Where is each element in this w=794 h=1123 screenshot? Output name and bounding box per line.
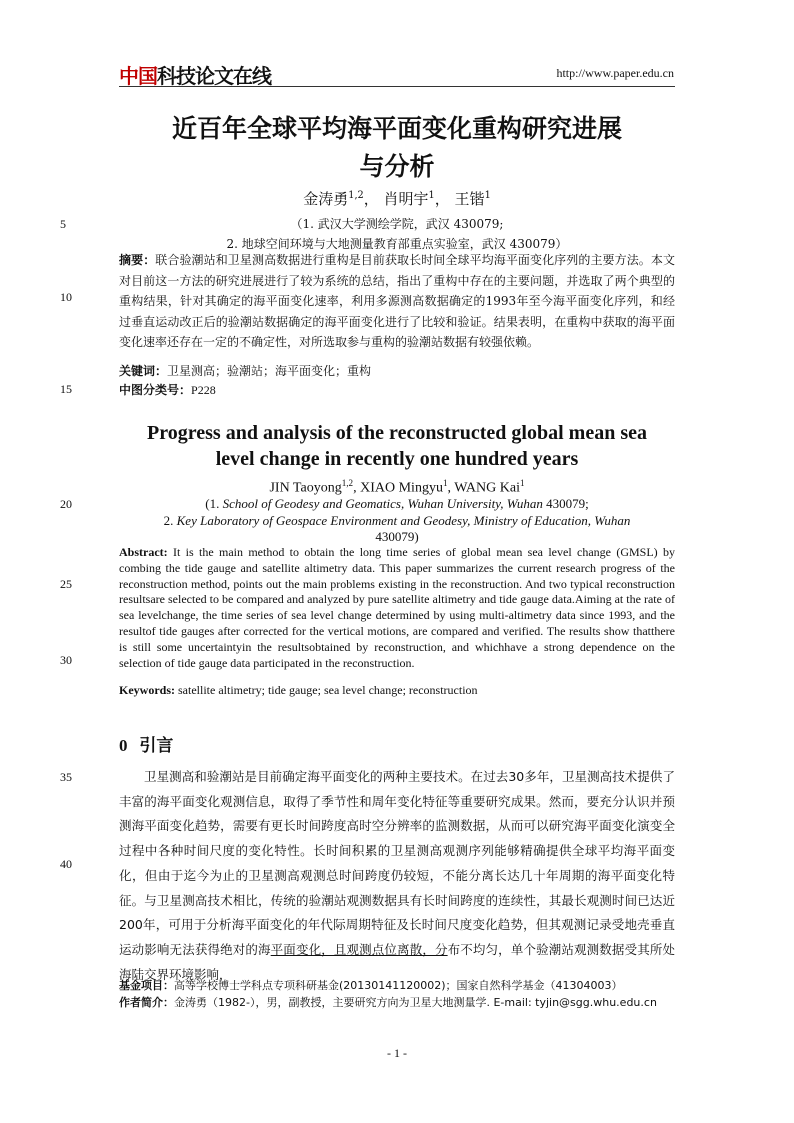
abstract-cn: 摘要：联合验潮站和卫星测高数据进行重构是目前获取长时间全球平均海平面变化序列的主要方法。本文对目前这一方法的研究进展进行了较为系统的总结，指出了重构中存在的主要问题，并选取了两个典型的重构结果，针对其确定的海平面变化速率，利用多源测高数据确定的1993年至今海平面变化序列，和经过垂直运动改正后的验潮站数据确定的海平面变化进行了比较和验证。结果表明，在重构中获取的海平面变化速率还存在一定的不确定性，对所选取参与重构的验潮站数据有较强依赖。 [119,253,675,349]
abstract-en [119,545,675,671]
keywords-cn: 关键词：卫星测高；验潮站；海平面变化；重构 [119,364,372,378]
line-number: 30 [60,653,72,667]
affiliation-cn-1: （1. 武汉大学测绘学院，武汉 430079; [290,217,504,231]
site-logo: 中国科技论文在线 [119,64,271,88]
abstract-cn-text: 联合验潮站和卫星测高数据进行重构是目前获取长时间全球平均海平面变化序列的主要方法。本文对目前这一方法的研究进展进行了较为系统的总结，指出了重构中存在的主要问题，并选取了两个典型的重构结果，针对其确定的海平面变化速率，利用多源测高数据确定的1993年至今海平面变化序列，和经过垂直运动改正后的验潮站数据确定的海平面变化进行了比较和验证。结果表明，在重构中获取的海平面变化速率还存在一定的不确定性，对所选取参与重构的验潮站数据有较强依赖。 [119,253,675,349]
title-en-line1: Progress and analysis of the reconstructed global mean sea [147,422,647,444]
keywords-en: Keywords: satellite altimetry; tide gauge; sea level change; reconstruction [119,683,478,697]
line-number: 25 [60,577,72,591]
line-number: 20 [60,497,72,511]
page-number: - 1 - [387,1046,407,1060]
line-number: 35 [60,770,72,784]
affiliation-cn-2: 2. 地球空间环境与大地测量教育部重点实验室，武汉 430079） [226,237,568,251]
title-cn-line2: 与分析 [359,152,435,181]
classification-cn: 中图分类号：P228 [119,383,216,397]
title-cn-line1: 近百年全球平均海平面变化重构研究进展 [171,114,622,143]
paper-title-cn [119,110,675,186]
affiliation-en-2: 2. Key Laboratory of Geospace Environment and Geodesy, Ministry of Education, Wuhan [163,513,631,528]
site-url[interactable]: http://www.paper.edu.cn [556,66,674,80]
affiliation-en-3: 430079) [375,529,419,544]
footnote-funding: 基金项目：高等学校博士学科点专项科研基金(20130141120002)；国家自然科学基金（41304003） [119,979,623,992]
affiliation-en-1: (1. School of Geodesy and Geomatics, Wuhan University, Wuhan 430079; [205,496,589,511]
authors-cn: 金涛勇$^{1,2}$， 肖明宇$^1$， 王锴$^1$ [303,190,491,208]
abstract-cn-label: 摘要 [119,253,144,267]
line-number: 15 [60,382,72,396]
header-divider [119,86,675,87]
title-en-line2: level change in recently one hundred years [215,448,579,470]
line-number: 10 [60,290,72,304]
line-number: 5 [60,217,66,231]
paper-title-en [119,420,675,472]
abstract-en-label: Abstract: [119,545,168,559]
footnote-author: 作者简介：金涛勇（1982-），男，副教授，主要研究方向为卫星大地测量学. E-mail: tyjin@sgg.whu.edu.cn [119,996,657,1009]
body-paragraph: 卫星测高和验潮站是目前确定海平面变化的两种主要技术。在过去30多年，卫星测高技术提供了丰富的海平面变化观测信息，取得了季节性和周年变化特征等重要研究成果。然而，要充分认识并预测海平面变化趋势，需要有更长时间跨度高时空分辨率的监测数据，从而可以研究海平面变化演变全过程中各种时间尺度的变化特性。长时间积累的卫星测高观测序列能够精确提供全球平均海平面变化，但由于迄今为止的卫星测高观测总时间跨度仍较短，不能分离长达几十年周期的海平面变化特征。与卫星测高技术相比，传统的验潮站观测数据具有长时间跨度的连续性，其最长观测时间已达近200年，可用于分析海平面变化的年代际周期特征及长时间尺度变化趋势，但其观测记录受地壳垂直运动影响无法获得绝对的海平面变化，且观测点位离散，分布不均匀，单个验潮站观测数据受其所处海陆交界环境影响， [119,769,675,982]
authors-en: JIN Taoyong$^{1,2}$, XIAO Mingyu$^1$, WANG Kai$^1$ [269,478,525,496]
section-heading: 0 引言 [119,736,174,756]
line-number: 40 [60,857,72,871]
abstract-en-text: It is the main method to obtain the long time series of global mean sea level change (GMSL) by combing the tide gauge and satellite altimetry data. This paper summarizes the current research progress of the reconstruction method, points out the main problems existing in the reconstruction. And two typical reconstruction resultsare selected to be compared and analyzed by pure satellite altimetry and tide gauge data.Aiming at the rate of sea levelchange, the time series of sea level change determined by using multi-altimetry data since 1993, and the resultof tide gauges after corrected for the vertical motions, are compared and verified. The results show thatthere is still some uncertaintyin the resultsobtained by reconstruction, and whichhave a strong dependence on the selection of tide gauge data participated in the reconstruction. [119,545,675,670]
